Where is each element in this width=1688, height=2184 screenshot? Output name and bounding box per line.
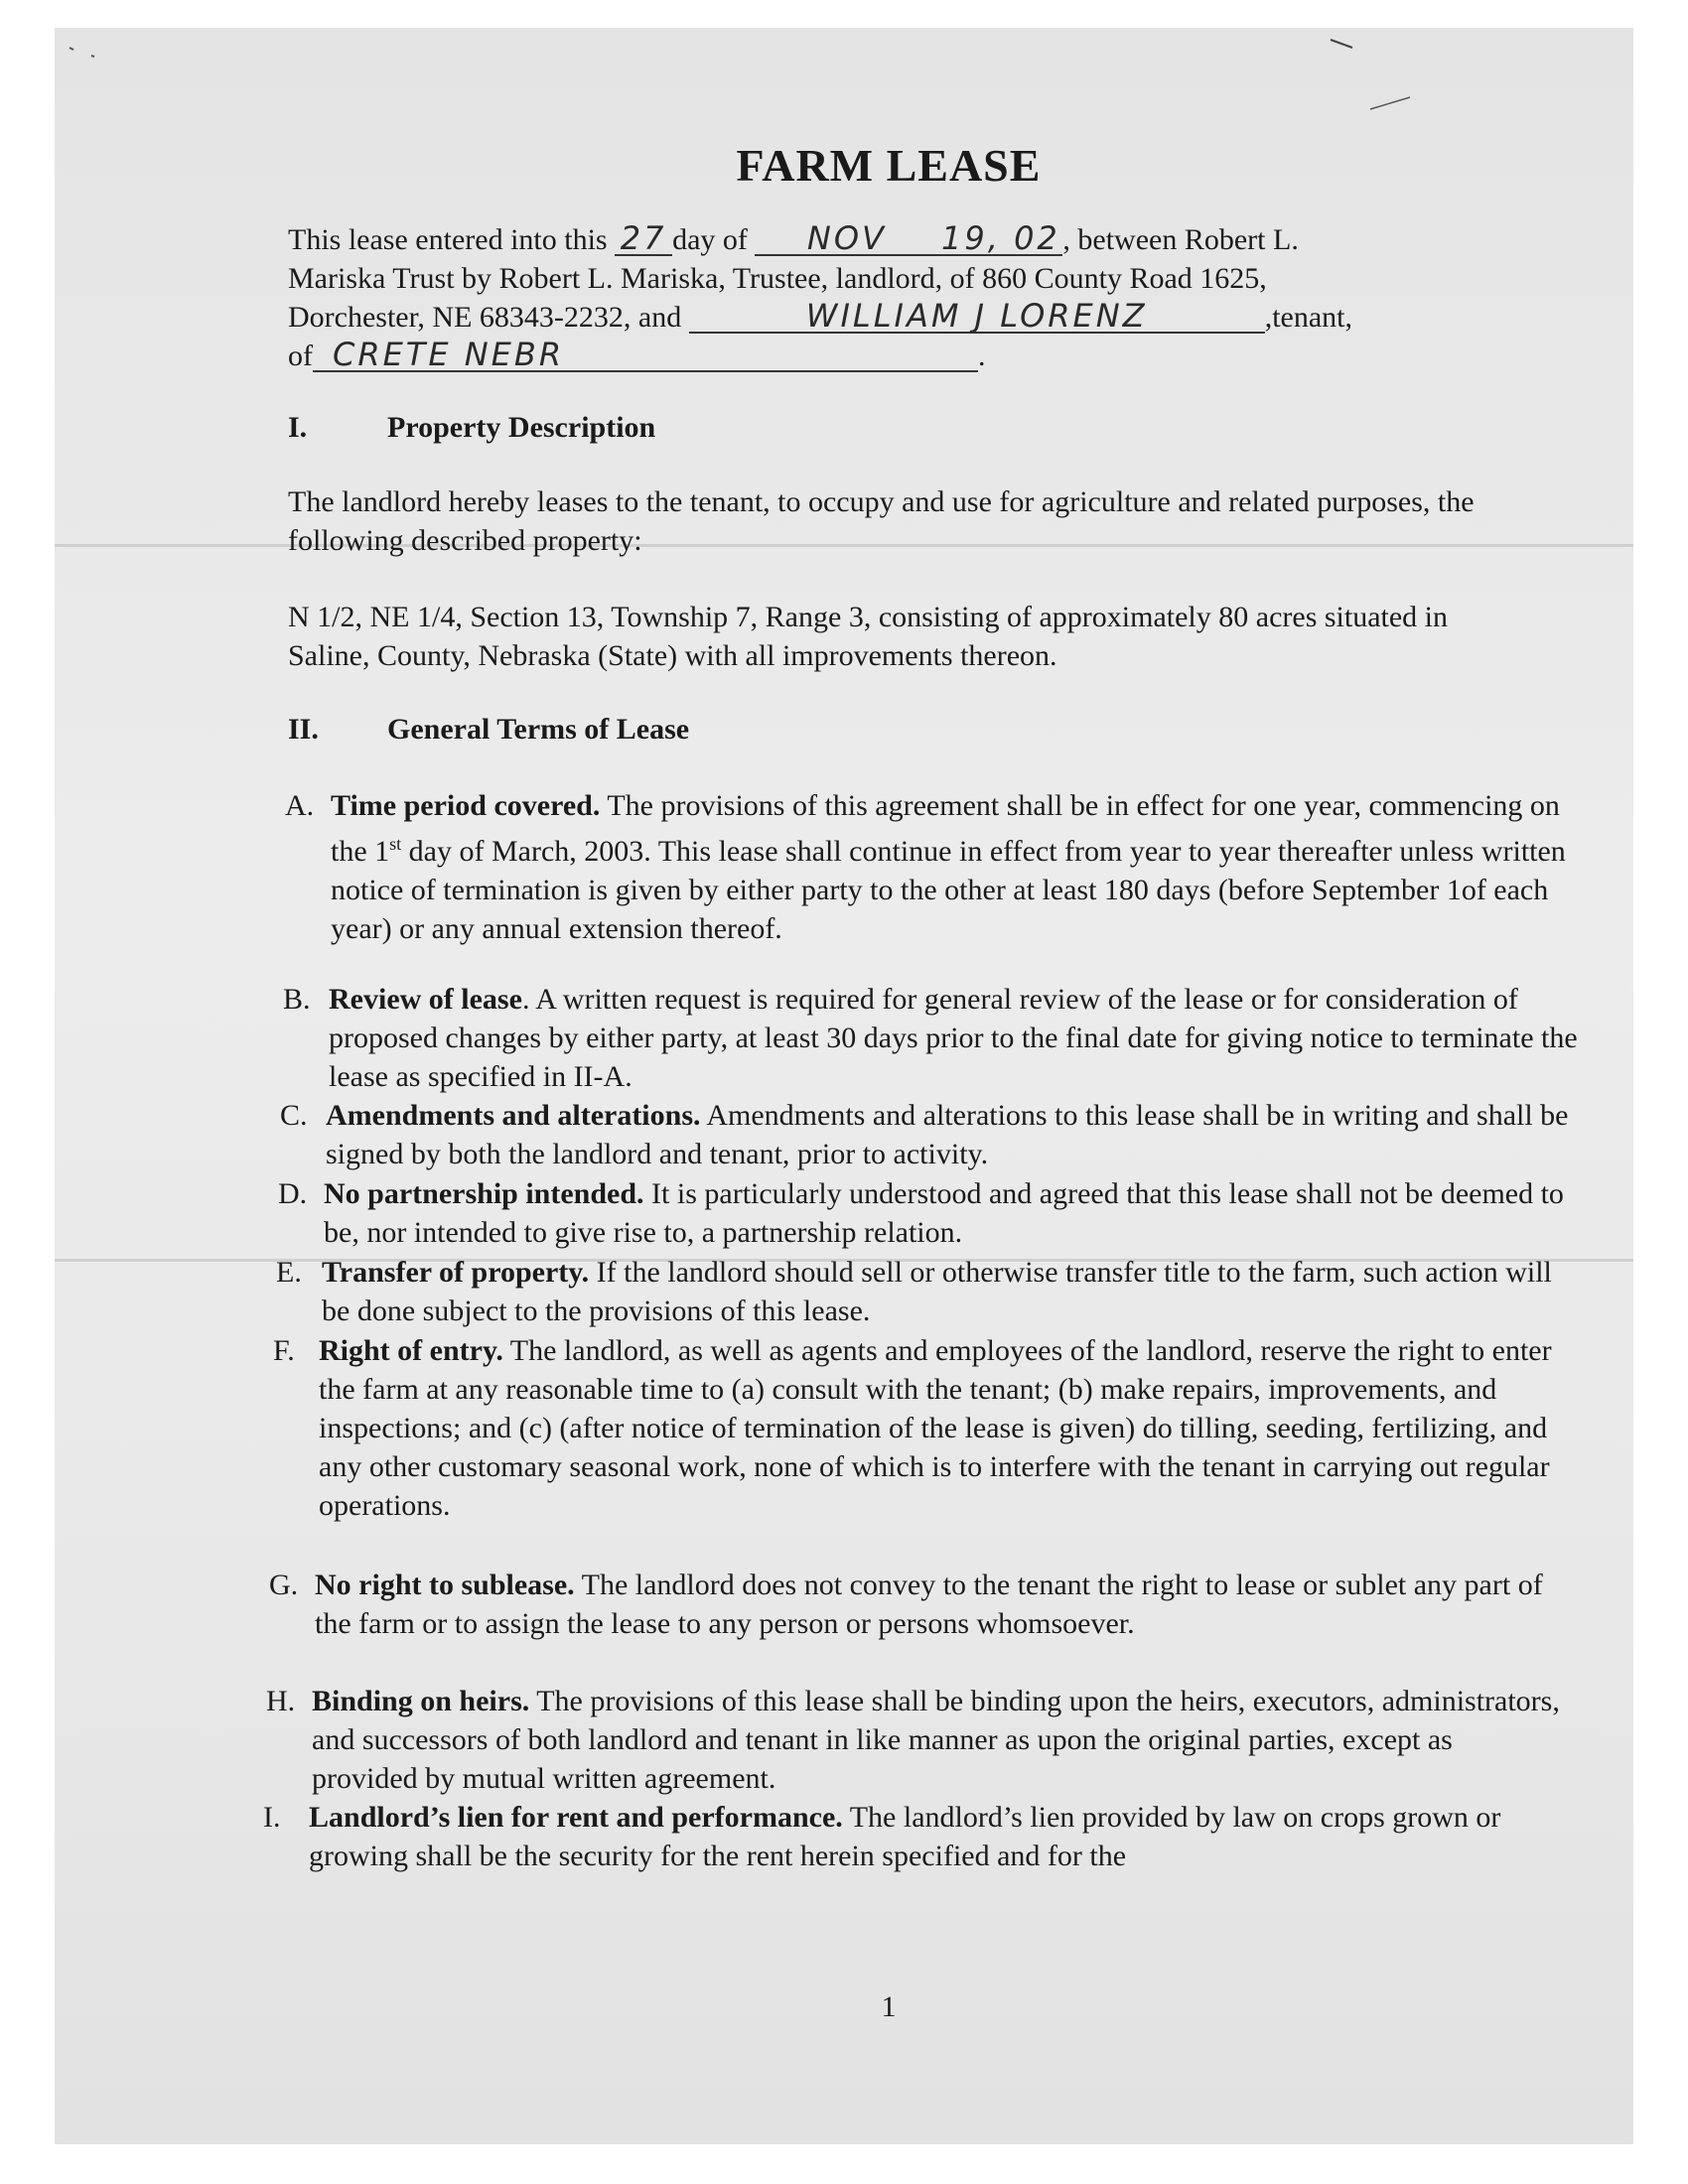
property-legal-description: N 1/2, NE 1/4, Section 13, Township 7, Range 3, consisting of approximately 80 acres situated in Saline, County, Nebraska (State) with all improvements thereon.: [288, 601, 1449, 672]
term-title: Review of lease: [329, 983, 522, 1016]
term-text: The landlord does not convey to the tenant the right to lease or sublet any part of the farm or to assign the lease to any person or persons whomsoever.: [315, 1569, 1543, 1640]
term-title: Right of entry.: [319, 1334, 503, 1367]
handwritten-tenant-name: WILLIAM J LORENZ: [689, 300, 1265, 334]
scan-speck: [1331, 40, 1352, 48]
term-letter: A.: [285, 789, 315, 822]
scan-speck: [91, 56, 94, 57]
intro-text: , between Robert L.: [1062, 223, 1299, 256]
intro-text: of: [288, 340, 313, 372]
term-text: It is particularly understood and agreed that this lease shall not be deemed to be, nor intended to give rise to, a partnership relation.: [324, 1177, 1564, 1249]
term-text: . A written request is required for general review of the lease or for consideration of proposed changes by either party, at least 30 days prior to the final date for giving notice to terminate the lease as specified in II-A.: [329, 983, 1578, 1093]
handwritten-tenant-address: CRETE NEBR: [313, 339, 978, 372]
page-number: 1: [881, 1990, 897, 2023]
scan-speck: [70, 48, 73, 50]
section-title: General Terms of Lease: [387, 713, 690, 746]
intro-text: ,tenant,: [1264, 301, 1353, 334]
section-1-paragraph: The landlord hereby leases to the tenant, to occupy and use for agriculture and related purposes, the following described property:: [288, 485, 1475, 557]
term-title: Amendments and alterations.: [326, 1099, 701, 1132]
intro-text: Dorchester, NE 68343-2232, and: [288, 301, 689, 334]
term-text-superscript: st: [389, 834, 402, 854]
term-text: Amendments and alterations to this lease shall be in writing and shall be signed by both the landlord and tenant, prior to activity.: [326, 1099, 1569, 1170]
term-text: If the landlord should sell or otherwise transfer title to the farm, such action will be done subject to the provisions of this lease.: [322, 1256, 1552, 1327]
term-title: Time period covered.: [331, 789, 601, 822]
intro-text: This lease entered into this: [288, 223, 616, 256]
intro-line-2: Mariska Trust by Robert L. Mariska, Trustee, landlord, of 860 County Road 1625,: [288, 262, 1267, 295]
term-letter: D.: [278, 1177, 308, 1210]
document-title: FARM LEASE: [736, 140, 1042, 191]
term-letter: E.: [276, 1256, 302, 1289]
term-title: Landlord’s lien for rent and performance.: [309, 1801, 843, 1834]
term-text: The landlord, as well as agents and employees of the landlord, reserve the right to enter the farm at any reasonable time to (a) consult with the tenant; (b) make repairs, improvements, and inspections; and (c) (after notice of termination of the lease is given) do tilling, seeding, fertilizing, and any other customary seasonal work, none of which is to interfere with the tenant in carrying out regular operations.: [319, 1334, 1552, 1522]
term-text: The provisions of this lease shall be binding upon the heirs, executors, administrators, and successors of both landlord and tenant in like manner as upon the original parties, except as provided by mutual written agreement.: [312, 1685, 1560, 1795]
section-number: I.: [288, 411, 308, 444]
section-number: II.: [288, 713, 319, 746]
term-text: day of March, 2003. This lease shall continue in effect from year to year thereafter unless written notice of termination is given by either party to the other at least 180 days (before September 1of each year) or any annual extension thereof.: [331, 835, 1566, 945]
term-title: Transfer of property.: [322, 1256, 590, 1289]
term-letter: H.: [266, 1685, 296, 1717]
intro-text: day of: [672, 223, 756, 256]
term-letter: F.: [273, 1334, 295, 1367]
term-text: The landlord’s lien provided by law on crops grown or growing shall be the security for the rent herein specified and for the: [309, 1801, 1501, 1872]
handwritten-year: 19, 02: [938, 222, 1062, 256]
handwritten-month: NOV: [755, 222, 938, 256]
handwritten-day: 27: [615, 222, 672, 256]
term-title: No partnership intended.: [324, 1177, 644, 1210]
scan-speck: [1370, 97, 1410, 109]
term-letter: G.: [269, 1569, 299, 1601]
term-title: Binding on heirs.: [312, 1685, 530, 1717]
section-title: Property Description: [387, 411, 656, 444]
intro-text: .: [978, 340, 986, 372]
term-text: The provisions of this agreement shall be in effect for one year, commencing on the 1: [331, 789, 1560, 868]
term-letter: B.: [283, 983, 311, 1016]
term-title: No right to sublease.: [315, 1569, 575, 1601]
term-letter: C.: [280, 1099, 308, 1132]
term-letter: I.: [263, 1801, 281, 1834]
